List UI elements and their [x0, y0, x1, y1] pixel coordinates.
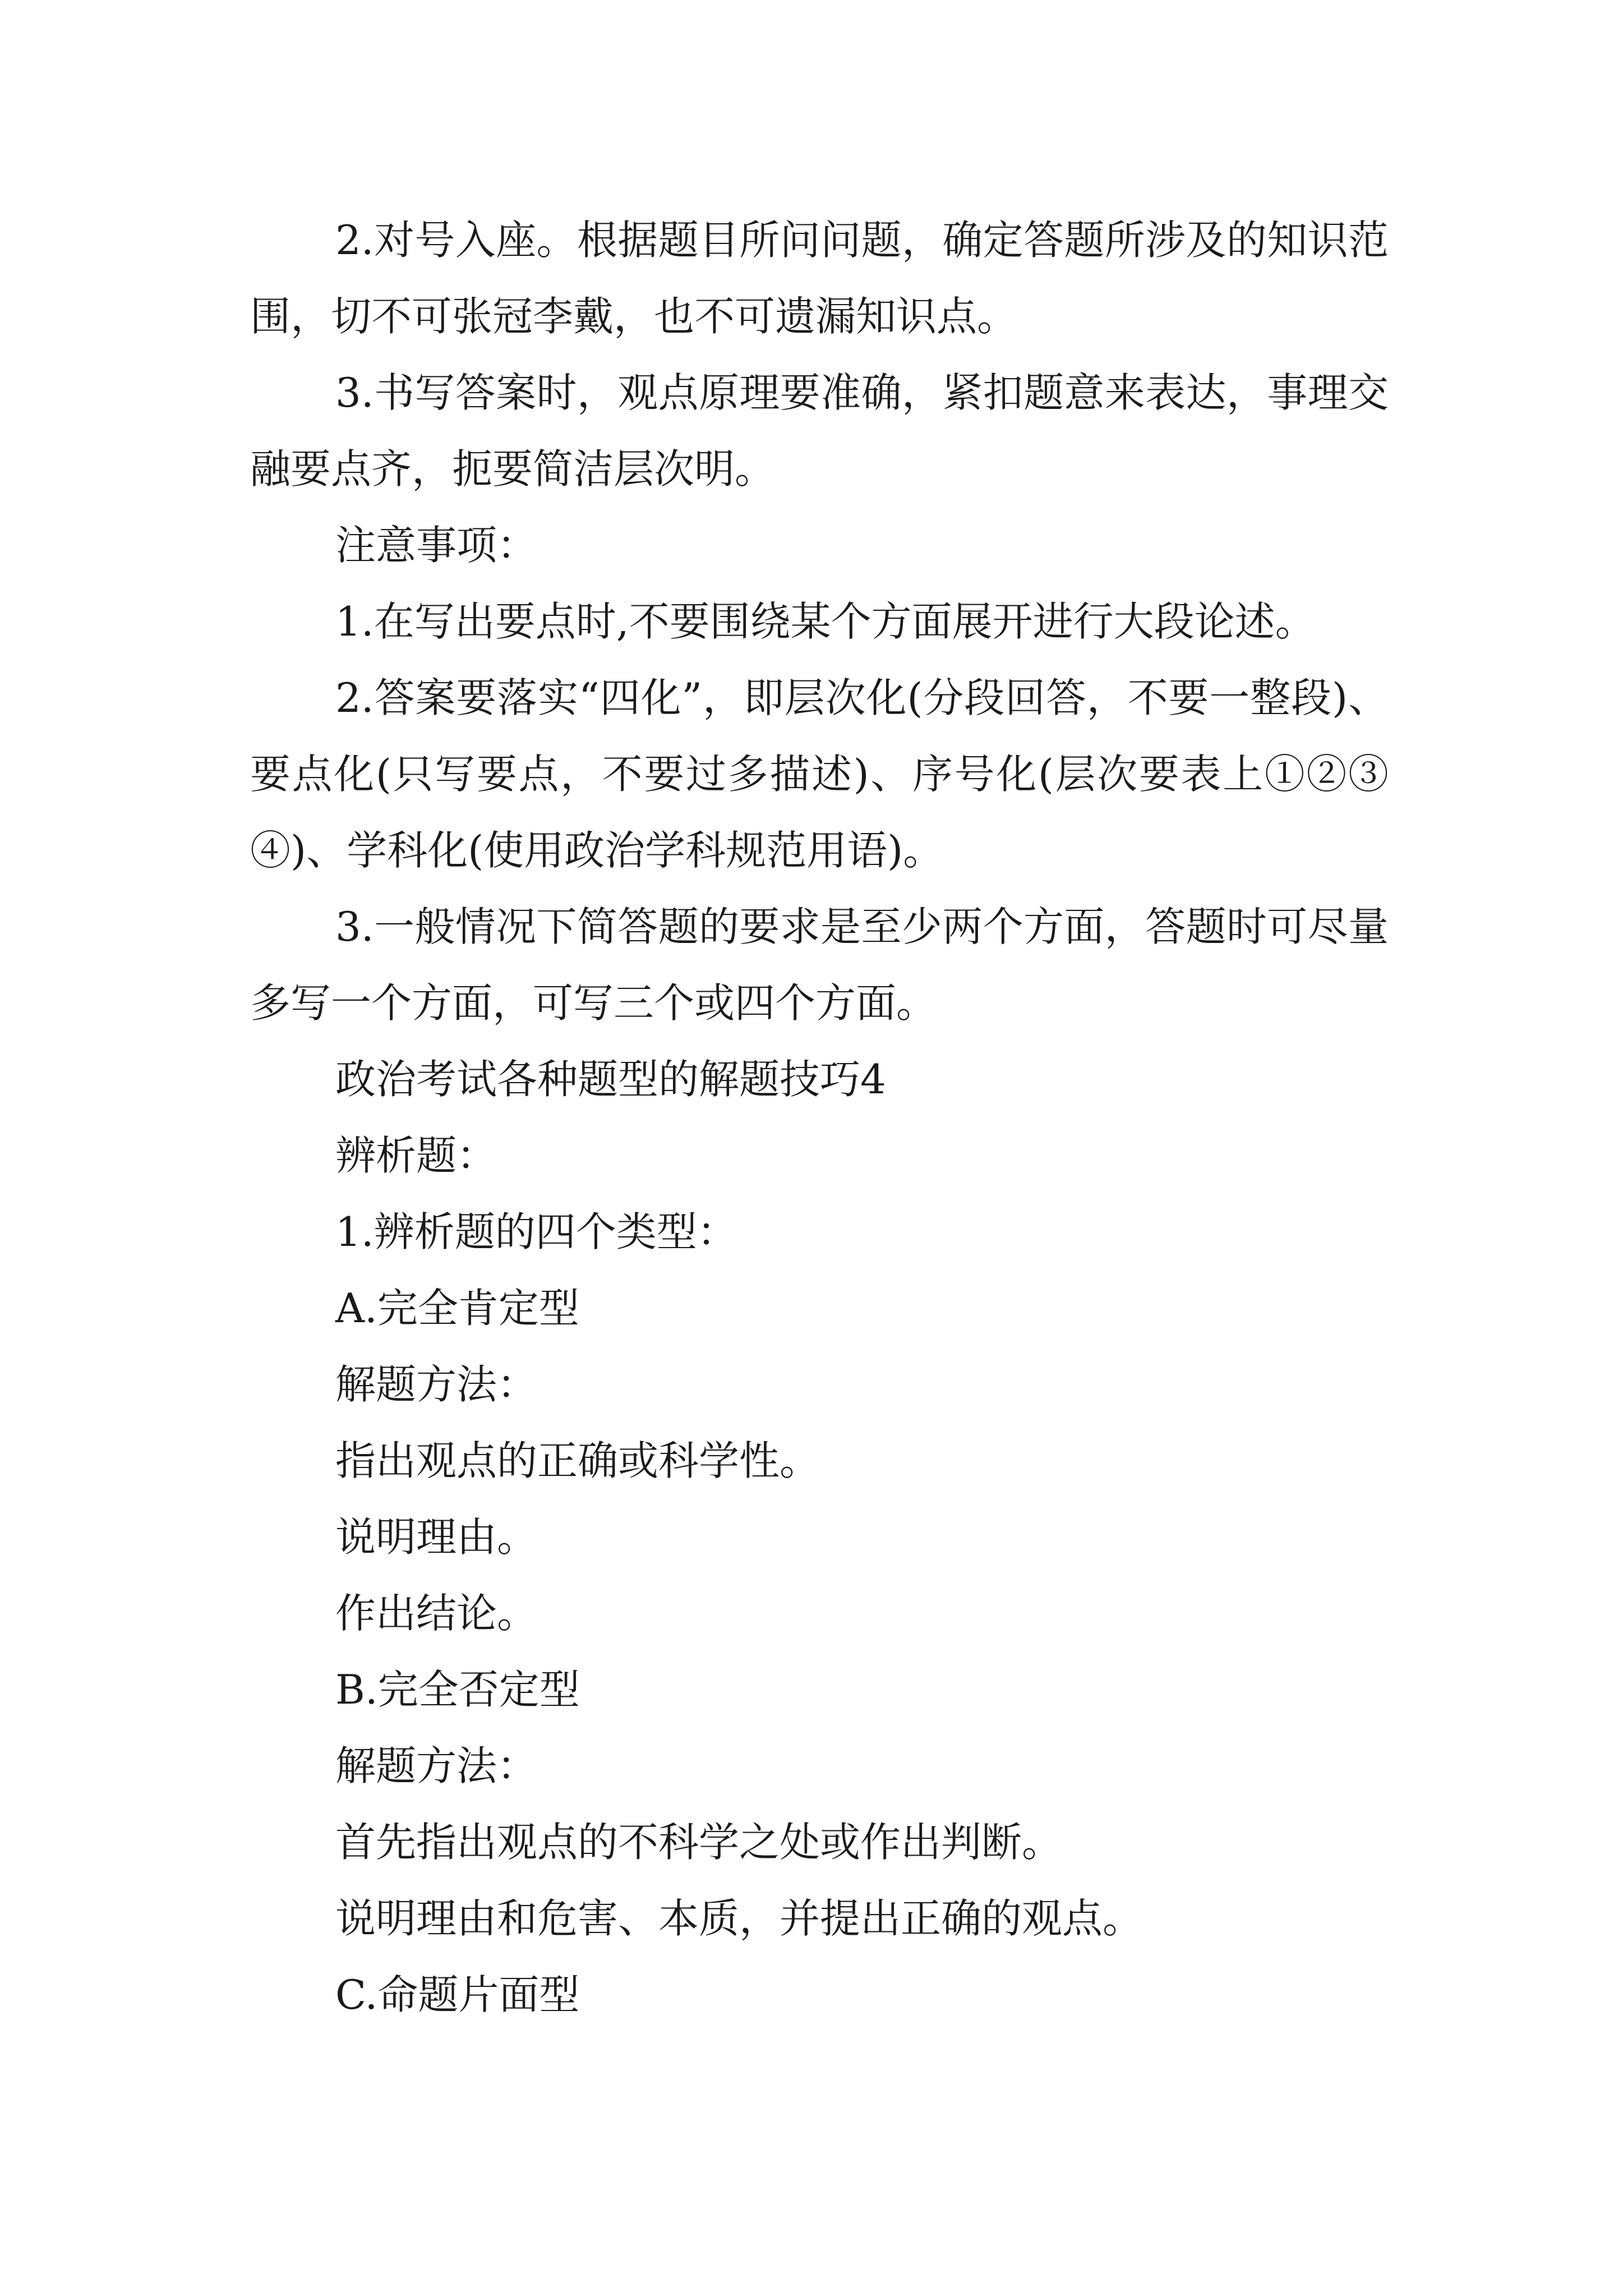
paragraph-four-types: 1.辨析题的四个类型：: [335, 1208, 737, 1255]
paragraph-answer-scope: 2.对号入座。根据题目所问问题，确定答题所涉及的知识范围，切不可张冠李戴，也不可遗漏知识点。: [250, 217, 1389, 340]
paragraph-method-a-3: 作出结论。: [335, 1590, 538, 1637]
paragraph-method-b-2: 说明理由和危害、本质，并提出正确的观点。: [335, 1895, 1144, 1942]
paragraph-notes-heading: 注意事项：: [335, 522, 538, 569]
paragraph-type-c: C.命题片面型: [335, 1971, 580, 2018]
document-body: [250, 202, 1389, 2033]
paragraph-method-a-2: 说明理由。: [335, 1513, 538, 1561]
paragraph-method-heading-a: 解题方法：: [335, 1361, 538, 1408]
paragraph-method-b-1: 首先指出观点的不科学之处或作出判断。: [335, 1819, 1063, 1866]
paragraph-note-2: 2.答案要落实“四化”，即层次化(分段回答，不要一整段)、要点化(只写要点，不要过多描述)、序号化(层次要表上①②③④)、学科化(使用政治学科规范用语)。: [250, 674, 1389, 874]
paragraph-note-3: 3.一般情况下简答题的要求是至少两个方面，答题时可尽量多写一个方面，可写三个或四个方面。: [250, 903, 1389, 1027]
paragraph-writing-answer: 3.书写答案时，观点原理要准确，紧扣题意来表达，事理交融要点齐，扼要简洁层次明。: [250, 369, 1389, 493]
paragraph-method-heading-b: 解题方法：: [335, 1742, 538, 1789]
paragraph-type-a: A.完全肯定型: [335, 1285, 579, 1332]
paragraph-method-a-1: 指出观点的正确或科学性。: [335, 1437, 820, 1484]
paragraph-note-1: 1.在写出要点时,不要围绕某个方面展开进行大段论述。: [335, 598, 1316, 645]
section-title: 政治考试各种题型的解题技巧4: [335, 1056, 886, 1103]
paragraph-discrimination-heading: 辨析题：: [335, 1132, 497, 1179]
paragraph-type-b: B.完全否定型: [335, 1666, 580, 1713]
